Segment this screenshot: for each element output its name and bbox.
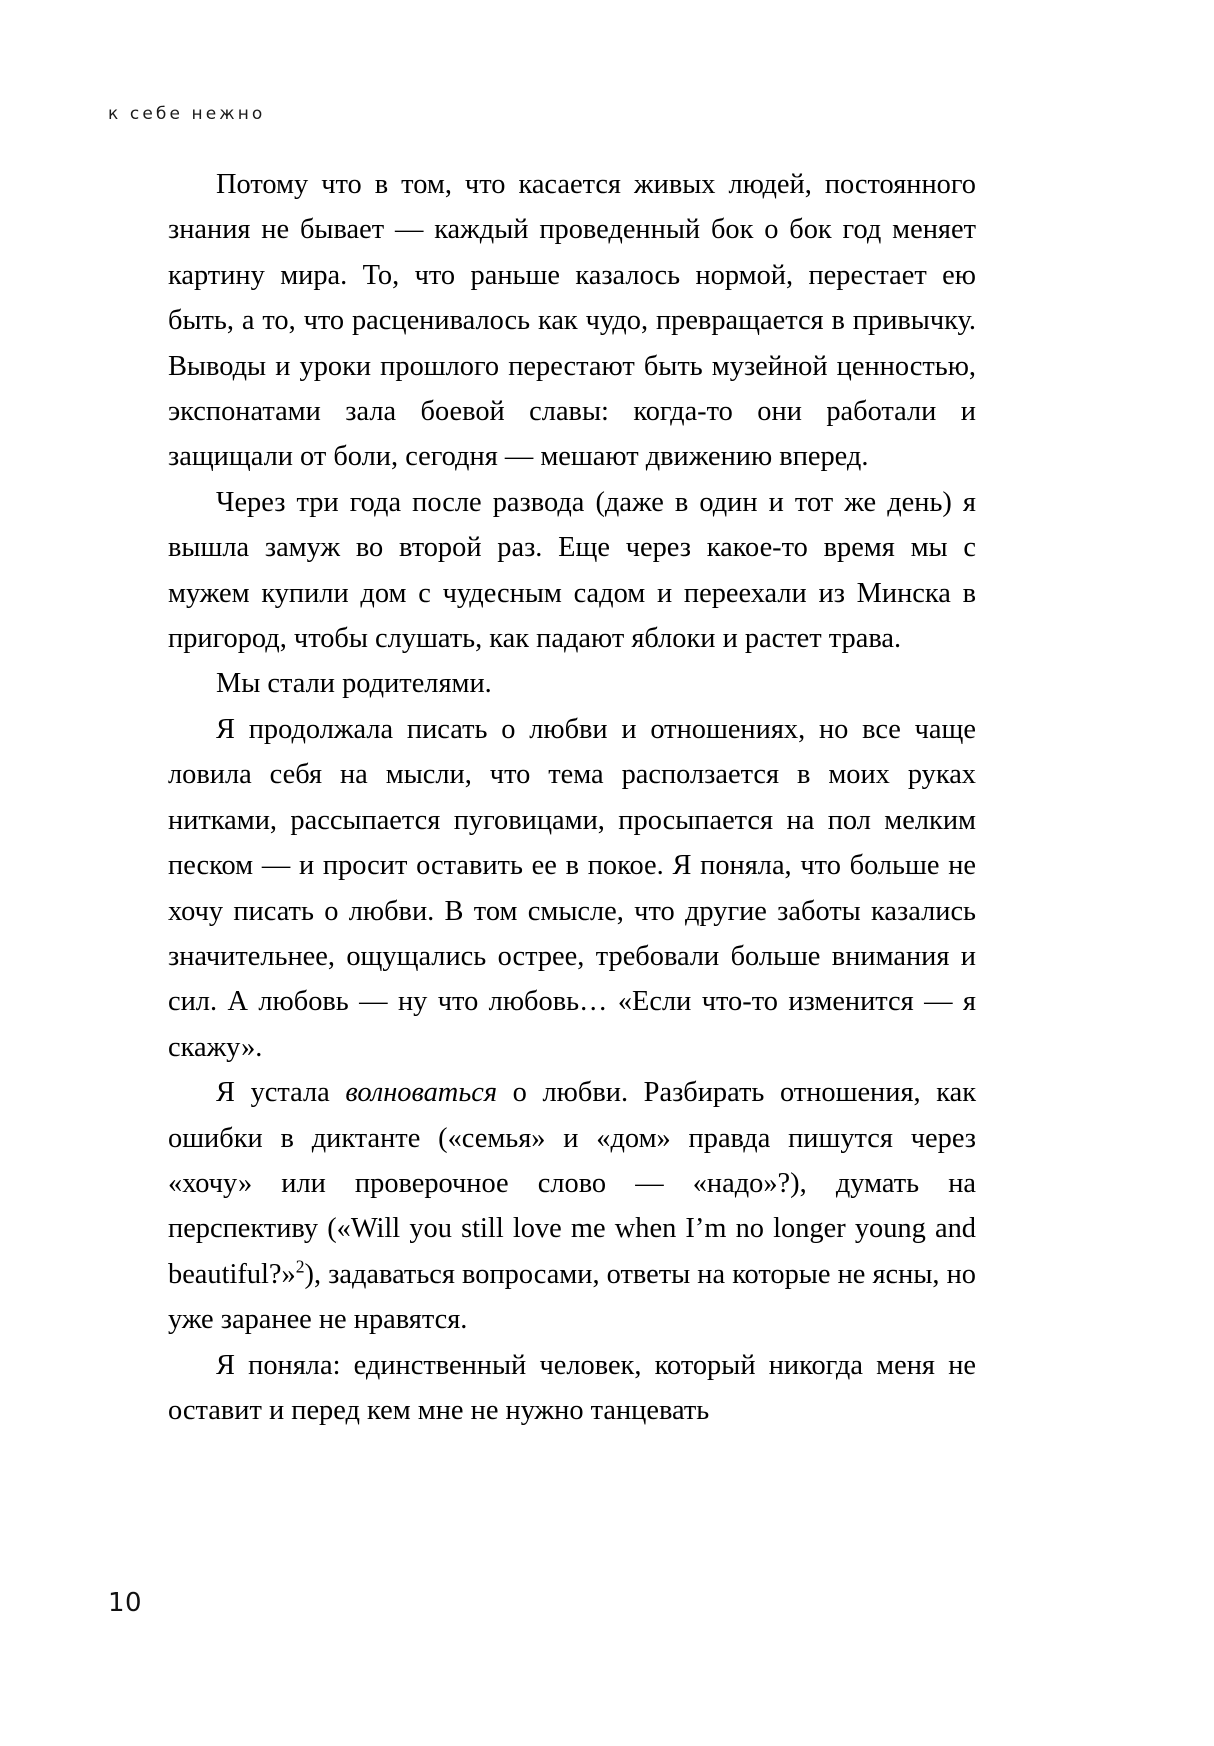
paragraph-5 [168,1070,976,1342]
emphasized-word-volnovatsya: волноваться [345,1077,498,1109]
footnote-reference-marker: 2 [295,1256,305,1277]
page-number: 10 [108,1588,143,1618]
english-song-quote: Will you still love me when I’m no longer young and beautiful? [168,1213,976,1290]
body-text-column [168,162,976,1433]
paragraph-3: Мы стали родителями. [216,668,492,700]
paragraph-2: Через три года после развода (даже в один и тот же день) я вышла замуж во второй раз. Еще через какое-то время мы с мужем купили дом с чудесным садом и переехали из Минска в пригород, чтобы слушать, как падают яблоки и растет трава. [168,486,976,655]
running-head-book-title: к себе нежно [108,104,266,124]
paragraph-5-middle: о любви. Разбирать отношения, как ошибки в диктанте («семья» и «дом» правда пишутся через «хочу» или проверочное слово — «надо»?), думать на перспективу (« [168,1077,976,1245]
paragraph-4: Я продолжала писать о любви и отношениях, но все чаще ловила себя на мысли, что тема расползается в моих руках нитками, рассыпается пуговицами, просыпается на пол мелким песком — и просит оставить ее в покое. Я поняла, что больше не хочу писать о любви. В том смысле, что другие заботы казались значительнее, ощущались острее, требовали больше внимания и сил. А любовь — ну что любовь… «Если что-то изменится — я скажу». [168,713,976,1063]
paragraph-6: Я поняла: единственный человек, который никогда меня не оставит и перед кем мне не нужно танцевать [168,1349,976,1426]
paragraph-1: Потому что в том, что касается живых людей, постоянного знания не бывает — каждый проведенный бок о бок год меняет картину мира. То, что раньше казалось нормой, перестает ею быть, а то, что расценивалось как чудо, превращается в привычку. Выводы и уроки прошлого перестают быть музейной ценностью, экспонатами зала боевой славы: когда-то они работали и защищали от боли, сегодня — мешают движению вперед. [168,169,976,473]
paragraph-5-lead: Я устала [216,1077,346,1109]
paragraph-5-tail: ), задаваться вопросами, ответы на которые не ясны, но уже заранее не нравятся. [168,1258,976,1336]
closing-guillemet: » [281,1258,296,1290]
